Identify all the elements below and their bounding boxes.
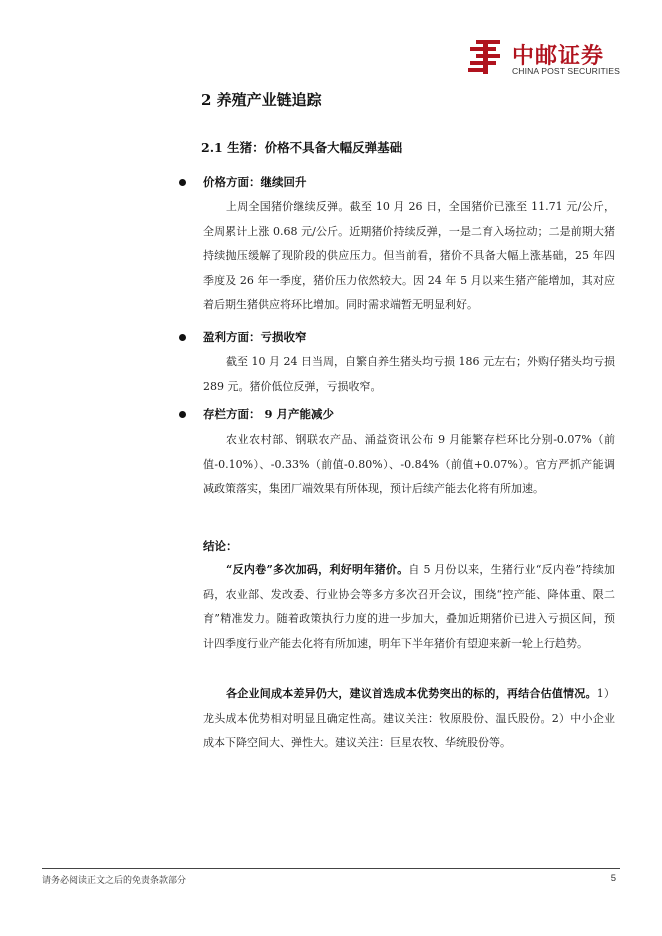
- china-post-logo-icon: [466, 38, 506, 76]
- conclusion-paragraph-1: [203, 558, 615, 656]
- bullet-title-inventory: 存栏方面： 9 月产能减少: [203, 407, 335, 421]
- bullet-text-price: 上周全国猪价继续反弹。截至 10 月 26 日，全国猪价已涨至 11.71 元/公斤，全周累计上涨 0.68 元/公斤。近期猪价持续反弹，一是二育入场拉动；二是前期大猪持续抛压缓解了现阶段的供应压力。但当前看，猪价不具备大幅上涨基础，25 年四季度及 26 年一季度，猪价压力依然较大。因 24 年 5 月以来生猪产能增加，其对应着后期生猪供应将环比增加。同时需求端暂无明显利好。: [203, 200, 615, 312]
- logo-chinese-name: 中邮证券: [512, 44, 605, 69]
- conclusion-p2-bold: 各企业间成本差异仍大，建议首选成本优势突出的标的，再结合估值情况。: [226, 687, 597, 700]
- conclusion-p1-bold: “反内卷”多次加码，利好明年猪价。: [226, 563, 409, 576]
- bullet-text-profit: 截至 10 月 24 日当周，自繁自养生猪头均亏损 186 元左右；外购仔猪头均亏损 289 元。猪价低位反弹，亏损收窄。: [203, 355, 615, 393]
- bullet-title-profit: 盈利方面：亏损收窄: [203, 330, 307, 344]
- conclusion-label: 结论：: [203, 539, 238, 553]
- conclusion-p1-text: 自 5 月份以来，生猪行业“反内卷”持续加码，农业部、发改委、行业协会等多方多次召开会议，围绕“控产能、降体重、限二育”精准发力。随着政策执行力度的进一步加大，叠加近期猪价已进入亏损区间，预计四季度行业产能去化将有所加速，明年下半年猪价有望迎来新一轮上行趋势。: [203, 563, 615, 650]
- page-number: 5: [610, 873, 616, 884]
- bullet-dot: [179, 411, 186, 418]
- footer-divider: [42, 868, 620, 869]
- conclusion-p2-text: 1）龙头成本优势相对明显且确定性高。建议关注：牧原股份、温氏股份。2）中小企业成本下降空间大、弹性大。建议关注：巨星农牧、华统股份等。: [203, 687, 615, 750]
- conclusion-paragraph-2: [203, 682, 615, 756]
- company-logo: [466, 38, 620, 78]
- section-title: 2 养殖产业链追踪: [201, 91, 322, 109]
- bullet-dot: [179, 334, 186, 341]
- footer-disclaimer: 请务必阅读正文之后的免责条款部分: [42, 876, 187, 886]
- subsection-title: 2.1 生猪：价格不具备大幅反弹基础: [201, 140, 403, 155]
- bullet-dot: [179, 179, 186, 186]
- bullet-title-price: 价格方面：继续回升: [203, 175, 307, 189]
- logo-english-name: CHINA POST SECURITIES: [512, 66, 620, 76]
- bullet-text-inventory: 农业农村部、钢联农产品、涌益资讯公布 9 月能繁存栏环比分别-0.07%（前值-0.10%）、-0.33%（前值-0.80%）、-0.84%（前值+0.07%）。官方严抓产能调减政策落实，集团厂端效果有所体现，预计后续产能去化将有所加速。: [203, 433, 615, 496]
